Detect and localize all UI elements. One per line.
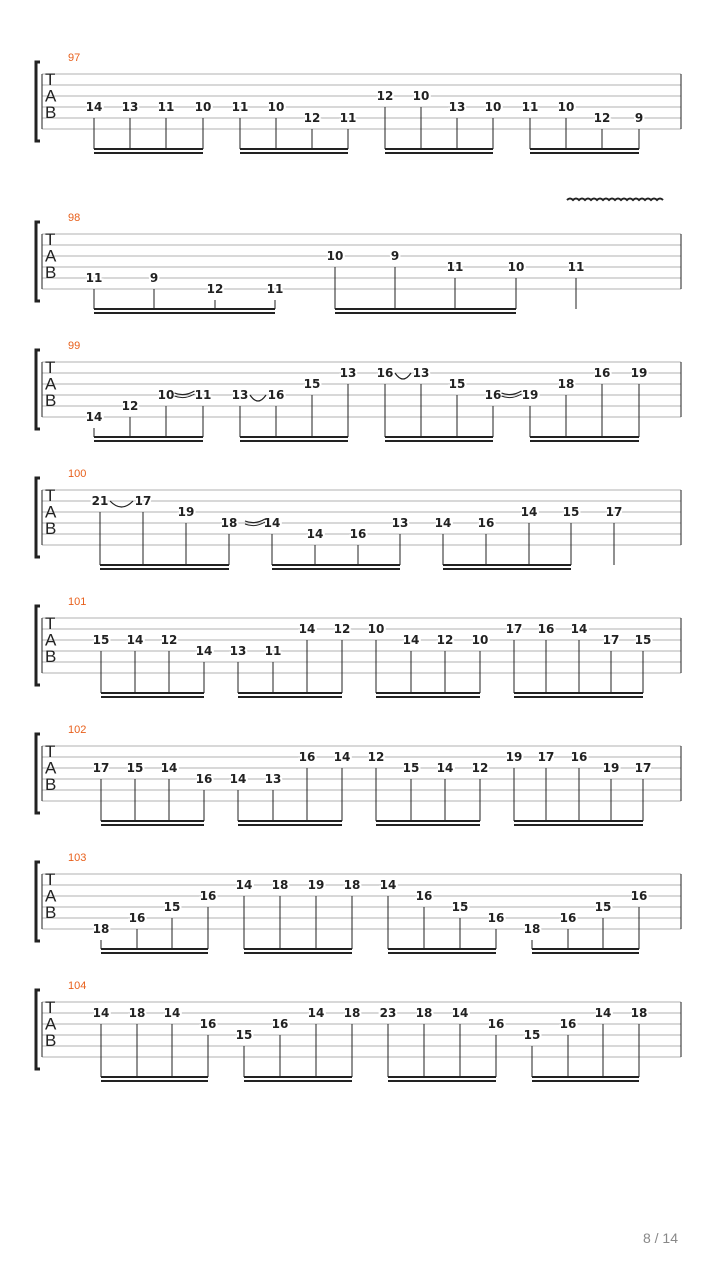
fret-number: 17 (92, 761, 110, 775)
measure-number: 99 (68, 340, 81, 352)
tab-system-102 (36, 724, 681, 825)
fret-number: 13 (264, 772, 282, 786)
fret-number: 14 (263, 516, 281, 530)
fret-number: 14 (333, 750, 351, 764)
fret-number: 10 (507, 260, 525, 274)
fret-number: 16 (593, 366, 611, 380)
fret-number: 10 (367, 622, 385, 636)
fret-number: 14 (451, 1006, 469, 1020)
fret-number: 13 (391, 516, 409, 530)
fret-number: 15 (92, 633, 110, 647)
tab-clef-letter: B (45, 903, 57, 922)
beat-group (93, 1006, 217, 1081)
tab-clef-letter: A (45, 374, 57, 394)
tab-clef-letter: A (45, 246, 57, 266)
measure-number: 97 (68, 52, 81, 64)
beat-group (606, 505, 623, 565)
fret-number: 16 (537, 622, 555, 636)
beat-group (377, 89, 502, 153)
measure-number: 98 (68, 212, 81, 224)
fret-number: 12 (206, 282, 224, 296)
fret-number: 19 (505, 750, 523, 764)
fret-number: 12 (471, 761, 489, 775)
fret-number: 16 (298, 750, 316, 764)
fret-number: 14 (298, 622, 316, 636)
fret-number: 15 (235, 1028, 253, 1042)
tab-clef-letter: B (45, 391, 57, 410)
tab-clef-letter: B (45, 647, 57, 666)
tab-clef-letter: B (45, 103, 57, 122)
fret-number: 16 (199, 889, 217, 903)
measure-number: 102 (68, 724, 87, 736)
tab-system-99 (36, 340, 681, 441)
fret-number: 15 (451, 900, 469, 914)
vibrato-mark (567, 199, 663, 201)
beat-group (230, 622, 351, 697)
fret-number: 17 (634, 761, 652, 775)
tab-clef-letter: A (45, 886, 57, 906)
beat-group (568, 260, 585, 309)
fret-number: 17 (134, 494, 152, 508)
fret-number: 13 (229, 644, 247, 658)
beat-group (86, 388, 212, 441)
fret-number: 15 (126, 761, 144, 775)
fret-number: 11 (264, 644, 282, 658)
tab-system-97 (36, 52, 681, 153)
tab-clef-letter: A (45, 630, 57, 650)
fret-number: 10 (484, 100, 502, 114)
beat-group (368, 622, 489, 697)
fret-number: 10 (194, 100, 212, 114)
fret-number: 14 (379, 878, 397, 892)
fret-number: 14 (594, 1006, 612, 1020)
beat-group (524, 1006, 648, 1081)
fret-number: 18 (557, 377, 575, 391)
fret-number: 18 (343, 878, 361, 892)
fret-number: 9 (149, 271, 159, 285)
page-number: 8 / 14 (642, 1230, 678, 1246)
fret-number: 19 (307, 878, 325, 892)
tab-clef-letter: T (45, 486, 56, 505)
fret-number: 14 (92, 1006, 110, 1020)
fret-number: 23 (379, 1006, 397, 1020)
beat-group (327, 249, 525, 313)
fret-number: 18 (523, 922, 541, 936)
fret-number: 13 (448, 100, 466, 114)
fret-number: 16 (487, 1017, 505, 1031)
beat-group (522, 100, 644, 153)
fret-number: 17 (605, 505, 623, 519)
fret-number: 16 (559, 1017, 577, 1031)
system-bracket (36, 734, 40, 813)
beat-group (380, 1006, 505, 1081)
fret-number: 15 (163, 900, 181, 914)
fret-number: 15 (448, 377, 466, 391)
tab-system-103 (36, 852, 681, 953)
beat-group (232, 100, 357, 153)
fret-number: 18 (343, 1006, 361, 1020)
beat-group (236, 878, 361, 953)
fret-number: 16 (630, 889, 648, 903)
fret-number: 13 (339, 366, 357, 380)
beat-group (236, 1006, 361, 1081)
fret-number: 16 (415, 889, 433, 903)
fret-number: 11 (266, 282, 284, 296)
fret-number: 14 (520, 505, 538, 519)
tab-clef-letter: B (45, 263, 57, 282)
fret-number: 11 (157, 100, 175, 114)
fret-number: 16 (484, 388, 502, 402)
beat-group (435, 505, 580, 569)
system-bracket (36, 606, 40, 685)
tab-system-101 (36, 596, 681, 697)
tab-clef-letter: A (45, 1014, 57, 1034)
fret-number: 14 (402, 633, 420, 647)
tab-clef-letter: T (45, 614, 56, 633)
fret-number: 13 (412, 366, 430, 380)
fret-number: 10 (157, 388, 175, 402)
fret-number: 12 (160, 633, 178, 647)
fret-number: 16 (570, 750, 588, 764)
fret-number: 14 (85, 410, 103, 424)
beat-group (86, 100, 212, 153)
measure-number: 103 (68, 852, 87, 864)
fret-number: 14 (436, 761, 454, 775)
fret-number: 12 (121, 399, 139, 413)
fret-number: 14 (163, 1006, 181, 1020)
fret-number: 15 (562, 505, 580, 519)
fret-number: 14 (235, 878, 253, 892)
beat-group (506, 622, 652, 697)
fret-number: 11 (339, 111, 357, 125)
fret-number: 15 (523, 1028, 541, 1042)
fret-number: 14 (307, 1006, 325, 1020)
slide-mark (175, 391, 195, 395)
fret-number: 15 (402, 761, 420, 775)
beat-group (368, 750, 489, 825)
system-bracket (36, 990, 40, 1069)
tab-system-100 (36, 468, 681, 569)
fret-number: 19 (521, 388, 539, 402)
fret-number: 16 (559, 911, 577, 925)
beat-group (524, 889, 648, 953)
tab-clef-letter: A (45, 502, 57, 522)
fret-number: 16 (477, 516, 495, 530)
slur-mark (250, 395, 266, 401)
tab-clef-letter: A (45, 86, 57, 106)
beat-group (86, 271, 284, 313)
beat-group (232, 366, 357, 441)
fret-number: 10 (471, 633, 489, 647)
fret-number: 9 (634, 111, 644, 125)
fret-number: 21 (91, 494, 109, 508)
beat-group (93, 761, 213, 825)
tab-clef-letter: T (45, 870, 56, 889)
system-bracket (36, 862, 40, 941)
fret-number: 10 (412, 89, 430, 103)
beat-group (558, 366, 648, 437)
fret-number: 11 (521, 100, 539, 114)
fret-number: 16 (128, 911, 146, 925)
fret-number: 14 (434, 516, 452, 530)
fret-number: 14 (570, 622, 588, 636)
fret-number: 14 (85, 100, 103, 114)
fret-number: 11 (231, 100, 249, 114)
fret-number: 14 (195, 644, 213, 658)
fret-number: 9 (390, 249, 400, 263)
tab-clef-letter: T (45, 742, 56, 761)
tab-clef-letter: B (45, 519, 57, 538)
fret-number: 18 (415, 1006, 433, 1020)
measure-number: 101 (68, 596, 87, 608)
system-bracket (36, 62, 40, 141)
fret-number: 12 (593, 111, 611, 125)
fret-number: 14 (306, 527, 324, 541)
fret-number: 12 (333, 622, 351, 636)
slur-mark (110, 501, 133, 507)
measure-number: 104 (68, 980, 87, 992)
fret-number: 17 (602, 633, 620, 647)
fret-number: 18 (630, 1006, 648, 1020)
fret-number: 16 (199, 1017, 217, 1031)
tab-system-98 (36, 199, 681, 314)
fret-number: 18 (271, 878, 289, 892)
fret-number: 19 (177, 505, 195, 519)
slur-mark (395, 373, 411, 379)
fret-number: 12 (376, 89, 394, 103)
tab-clef-letter: T (45, 70, 56, 89)
fret-number: 14 (229, 772, 247, 786)
fret-number: 18 (92, 922, 110, 936)
slide-mark (245, 519, 265, 523)
beat-group (245, 516, 408, 569)
beat-group (506, 750, 652, 825)
beat-group (230, 750, 351, 825)
fret-number: 16 (349, 527, 367, 541)
beat-group (93, 633, 213, 697)
fret-number: 19 (602, 761, 620, 775)
tab-clef-letter: T (45, 998, 56, 1017)
tab-clef-letter: A (45, 758, 57, 778)
tab-system-104 (36, 980, 681, 1081)
fret-number: 16 (376, 366, 394, 380)
beat-group (92, 494, 238, 569)
fret-number: 12 (367, 750, 385, 764)
fret-number: 11 (194, 388, 212, 402)
fret-number: 11 (567, 260, 585, 274)
fret-number: 19 (630, 366, 648, 380)
fret-number: 15 (594, 900, 612, 914)
fret-number: 13 (121, 100, 139, 114)
fret-number: 12 (436, 633, 454, 647)
fret-number: 10 (326, 249, 344, 263)
fret-number: 17 (505, 622, 523, 636)
system-bracket (36, 478, 40, 557)
fret-number: 12 (303, 111, 321, 125)
fret-number: 10 (557, 100, 575, 114)
fret-number: 16 (271, 1017, 289, 1031)
fret-number: 16 (487, 911, 505, 925)
measure-number: 100 (68, 468, 87, 480)
system-bracket (36, 222, 40, 301)
fret-number: 15 (634, 633, 652, 647)
fret-number: 11 (85, 271, 103, 285)
fret-number: 13 (231, 388, 249, 402)
slide-mark (502, 391, 522, 395)
tab-clef-letter: B (45, 775, 57, 794)
fret-number: 18 (128, 1006, 146, 1020)
fret-number: 15 (303, 377, 321, 391)
fret-number: 16 (195, 772, 213, 786)
beat-group (380, 878, 505, 953)
beat-group (93, 889, 217, 953)
fret-number: 14 (160, 761, 178, 775)
fret-number: 11 (446, 260, 464, 274)
fret-number: 17 (537, 750, 555, 764)
tab-clef-letter: T (45, 358, 56, 377)
system-bracket (36, 350, 40, 429)
fret-number: 18 (220, 516, 238, 530)
fret-number: 16 (267, 388, 285, 402)
fret-number: 14 (126, 633, 144, 647)
tab-clef-letter: B (45, 1031, 57, 1050)
fret-number: 10 (267, 100, 285, 114)
tab-clef-letter: T (45, 230, 56, 249)
